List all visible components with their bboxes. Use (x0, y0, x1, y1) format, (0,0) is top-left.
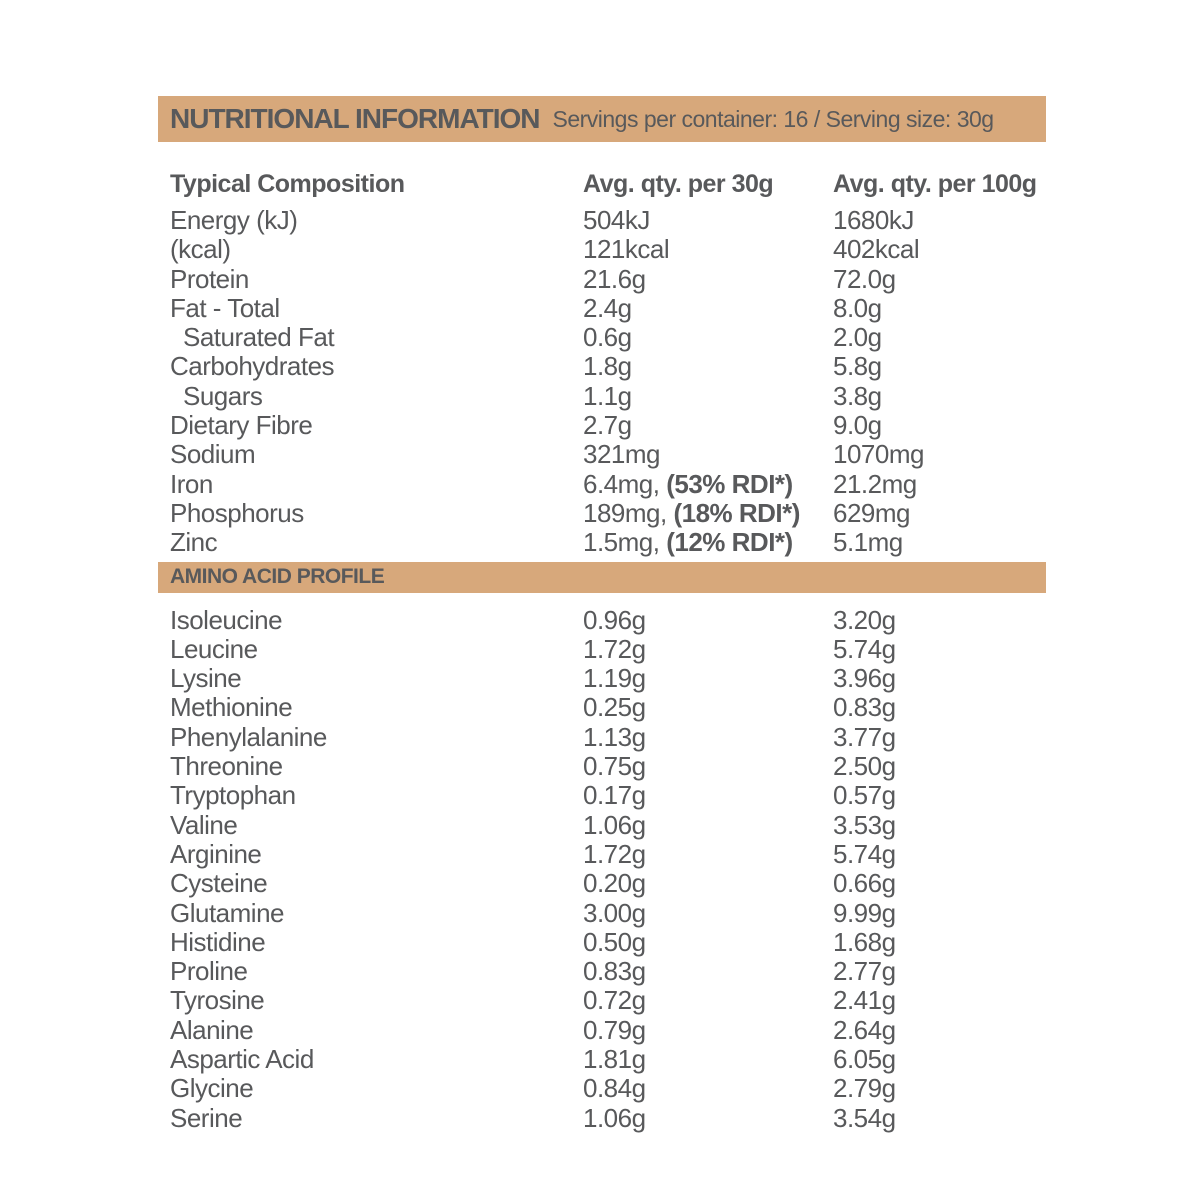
row-value-100g: 2.79g (833, 1073, 896, 1104)
row-label: Aspartic Acid (170, 1044, 314, 1075)
row-value-30g: 321mg (583, 439, 660, 470)
row-value-30g: 0.84g (583, 1073, 646, 1104)
row-value-30g: 1.06g (583, 1102, 646, 1133)
row-value-100g: 6.05g (833, 1044, 896, 1075)
row-value-100g: 1680kJ (833, 205, 914, 235)
row-label: Phenylalanine (170, 721, 327, 752)
table-row (158, 781, 1046, 810)
table-row (158, 206, 1046, 235)
row-value-100g: 21.2mg (833, 468, 917, 499)
row-value-100g: 2.41g (833, 985, 896, 1016)
panel-header-bar (158, 96, 1046, 142)
table-row (158, 470, 1046, 499)
table-row (158, 928, 1046, 957)
row-value-30g: 0.20g (583, 868, 646, 899)
row-value-30g: 2.7g (583, 410, 632, 441)
row-value-100g: 3.96g (833, 663, 896, 694)
row-value-30g: 0.17g (583, 780, 646, 811)
row-value-30g: 1.19g (583, 663, 646, 694)
table-row (158, 235, 1046, 264)
servings-info: Servings per container: 16 / Serving size: 30g (552, 105, 994, 132)
row-value-30g: 0.6g (583, 322, 632, 353)
table-row (158, 664, 1046, 693)
row-value-30g-rdi: (53% RDI*) (659, 468, 793, 499)
row-value-100g: 3.8g (833, 380, 882, 411)
row-value-30g: 3.00g (583, 897, 646, 928)
composition-table (158, 206, 1046, 558)
row-value-30g: 1.5mg, (12% RDI*) (583, 527, 793, 558)
table-row (158, 499, 1046, 528)
row-label: Alanine (170, 1014, 254, 1045)
table-row (158, 957, 1046, 986)
row-label: (kcal) (170, 234, 231, 265)
table-row (158, 752, 1046, 781)
row-label: Cysteine (170, 868, 268, 899)
row-label: Sugars (183, 380, 263, 411)
row-value-30g: 1.1g (583, 380, 632, 411)
row-value-30g: 1.72g (583, 838, 646, 869)
table-row (158, 528, 1046, 557)
row-value-100g: 2.77g (833, 956, 896, 987)
row-value-30g: 121kcal (583, 234, 670, 265)
row-value-30g: 6.4mg, (53% RDI*) (583, 468, 793, 499)
row-value-100g: 8.0g (833, 292, 882, 323)
row-value-30g-rdi: (12% RDI*) (659, 527, 793, 558)
row-label: Histidine (170, 926, 266, 957)
table-row (158, 635, 1046, 664)
row-value-30g: 1.13g (583, 721, 646, 752)
table-row (158, 382, 1046, 411)
row-value-100g: 402kcal (833, 234, 920, 265)
column-header-per-30g: Avg. qty. per 30g (583, 170, 774, 198)
row-label: Serine (170, 1102, 243, 1133)
panel-title: NUTRITIONAL INFORMATION (170, 103, 540, 134)
row-value-100g: 629mg (833, 497, 910, 528)
table-row (158, 723, 1046, 752)
row-value-100g: 5.74g (833, 838, 896, 869)
row-label: Tryptophan (170, 780, 296, 811)
table-row (158, 1016, 1046, 1045)
row-value-100g: 3.54g (833, 1102, 896, 1133)
row-label: Sodium (170, 439, 256, 470)
row-value-30g: 1.8g (583, 351, 632, 382)
row-value-100g: 3.20g (833, 604, 896, 635)
row-value-30g: 0.83g (583, 956, 646, 987)
row-value-30g: 0.79g (583, 1014, 646, 1045)
row-label: Iron (170, 468, 213, 499)
row-label: Protein (170, 263, 249, 294)
row-value-100g: 1.68g (833, 926, 896, 957)
row-label: Energy (kJ) (170, 205, 298, 235)
column-header-typical-composition: Typical Composition (170, 170, 405, 198)
row-label: Zinc (170, 527, 218, 558)
row-label: Isoleucine (170, 604, 283, 635)
row-value-30g: 1.81g (583, 1044, 646, 1075)
row-value-100g: 5.74g (833, 633, 896, 664)
table-row (158, 294, 1046, 323)
row-label: Proline (170, 956, 248, 987)
amino-acid-table (158, 606, 1046, 1133)
row-label: Saturated Fat (183, 322, 335, 353)
row-value-30g-rdi: (18% RDI*) (666, 497, 800, 528)
row-value-30g: 0.72g (583, 985, 646, 1016)
column-header-per-100g: Avg. qty. per 100g (833, 170, 1037, 198)
table-row (158, 265, 1046, 294)
row-label: Fat - Total (170, 292, 280, 323)
row-label: Methionine (170, 692, 293, 723)
row-label: Lysine (170, 663, 242, 694)
row-value-100g: 3.77g (833, 721, 896, 752)
row-label: Carbohydrates (170, 351, 335, 382)
row-value-100g: 9.0g (833, 410, 882, 441)
table-row (158, 440, 1046, 469)
row-value-100g: 5.1mg (833, 527, 903, 558)
row-label: Threonine (170, 751, 283, 782)
row-value-30g: 0.75g (583, 751, 646, 782)
table-row (158, 811, 1046, 840)
row-value-30g: 0.25g (583, 692, 646, 723)
row-value-100g: 3.53g (833, 809, 896, 840)
row-value-30g: 0.96g (583, 604, 646, 635)
table-row (158, 899, 1046, 928)
row-label: Tyrosine (170, 985, 265, 1016)
row-value-30g: 189mg, (18% RDI*) (583, 497, 800, 528)
row-value-100g: 2.64g (833, 1014, 896, 1045)
table-row (158, 411, 1046, 440)
table-row (158, 1074, 1046, 1103)
row-value-100g: 72.0g (833, 263, 896, 294)
row-value-30g: 1.06g (583, 809, 646, 840)
row-label: Valine (170, 809, 238, 840)
table-row (158, 1104, 1046, 1133)
row-value-100g: 0.83g (833, 692, 896, 723)
row-value-100g: 2.0g (833, 322, 882, 353)
row-value-100g: 9.99g (833, 897, 896, 928)
row-label: Glycine (170, 1073, 254, 1104)
row-value-30g: 2.4g (583, 292, 632, 323)
row-value-100g: 1070mg (833, 439, 924, 470)
table-row (158, 606, 1046, 635)
row-value-30g: 0.50g (583, 926, 646, 957)
amino-acid-section-title: AMINO ACID PROFILE (170, 565, 385, 589)
row-label: Dietary Fibre (170, 410, 313, 441)
row-value-30g: 21.6g (583, 263, 646, 294)
row-value-30g: 1.72g (583, 633, 646, 664)
table-row (158, 693, 1046, 722)
column-headers (158, 170, 1046, 200)
table-row (158, 352, 1046, 381)
table-row (158, 840, 1046, 869)
row-value-100g: 2.50g (833, 751, 896, 782)
row-value-100g: 0.57g (833, 780, 896, 811)
row-value-100g: 0.66g (833, 868, 896, 899)
row-label: Leucine (170, 633, 258, 664)
amino-acid-header-bar (158, 562, 1046, 593)
table-row (158, 869, 1046, 898)
row-label: Glutamine (170, 897, 284, 928)
nutrition-panel (158, 96, 1046, 1133)
row-label: Phosphorus (170, 497, 304, 528)
row-value-100g: 5.8g (833, 351, 882, 382)
table-row (158, 323, 1046, 352)
table-row (158, 1045, 1046, 1074)
row-value-30g: 504kJ (583, 205, 650, 235)
row-label: Arginine (170, 838, 262, 869)
table-row (158, 986, 1046, 1015)
